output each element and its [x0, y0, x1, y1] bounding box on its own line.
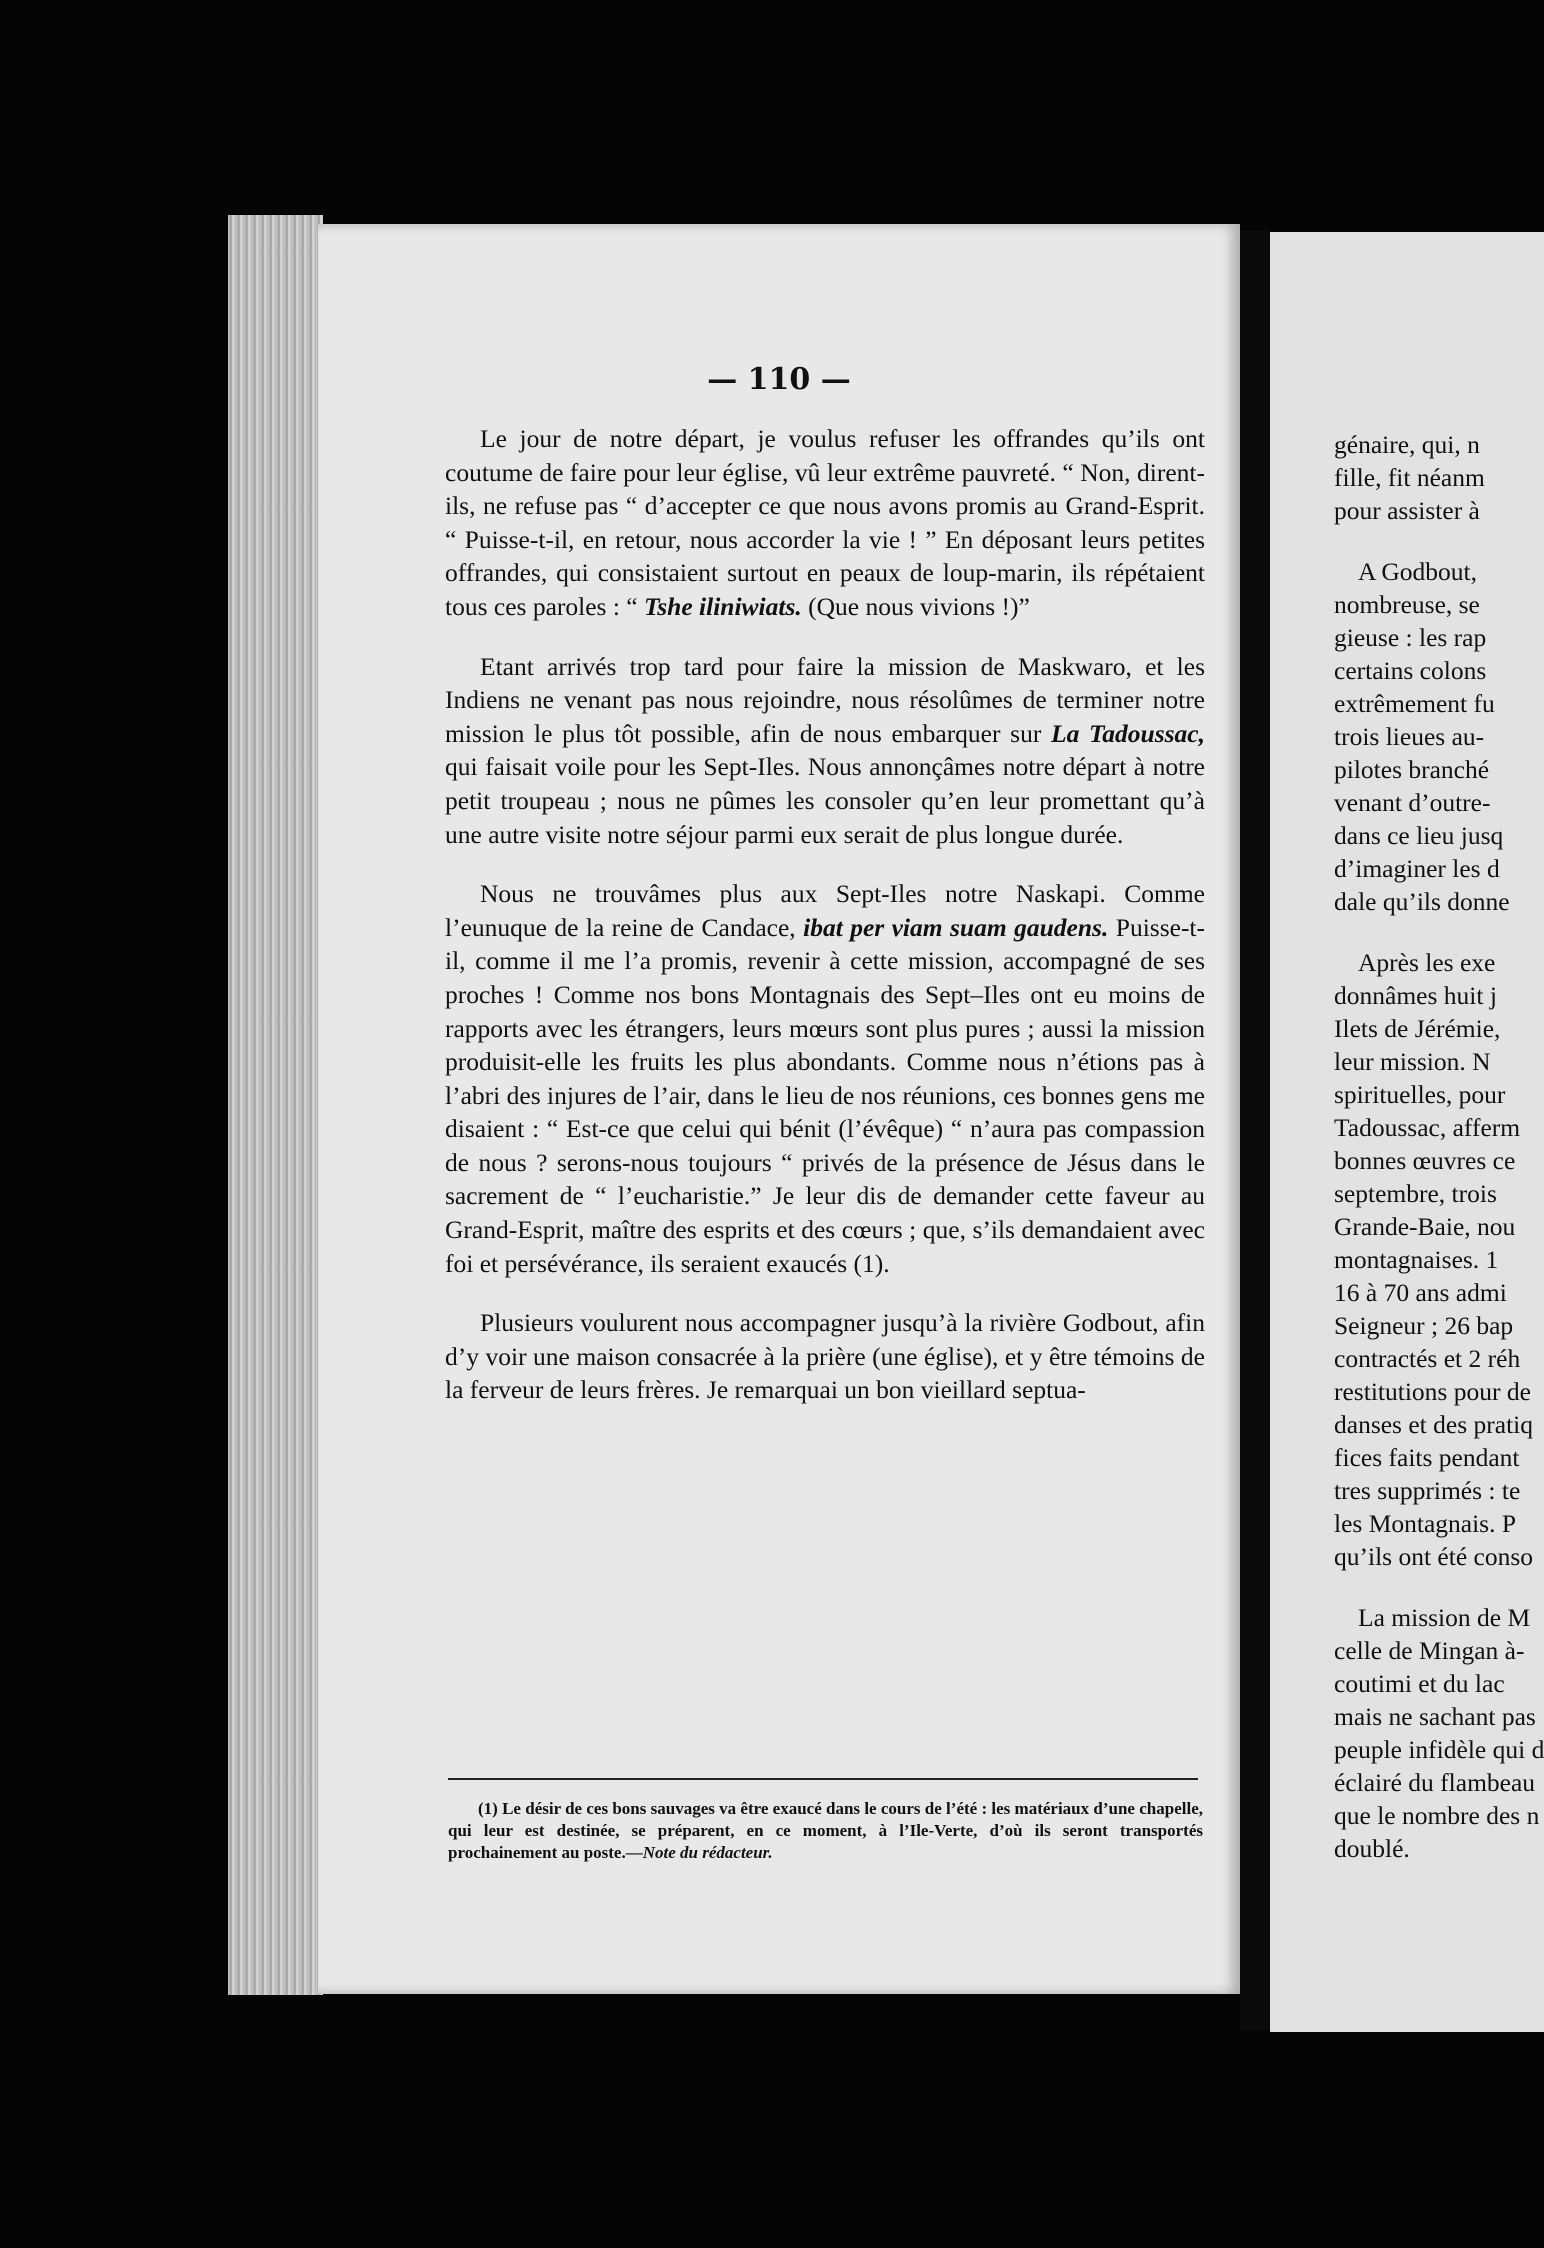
text-line: dale qu’ils donne	[1334, 887, 1510, 916]
text-line: spirituelles, pour	[1334, 1080, 1506, 1109]
text-line: Seigneur ; 26 bap	[1334, 1311, 1514, 1340]
italic-phrase: La Tadoussac,	[1051, 718, 1205, 748]
text-line: que le nombre des n	[1334, 1801, 1540, 1830]
text-line: Grande-Baie, nou	[1334, 1212, 1516, 1241]
text-line: les Montagnais. P	[1334, 1509, 1517, 1538]
text-line: fille, fit néanm	[1334, 463, 1485, 492]
paragraph-gap	[1334, 1573, 1544, 1601]
text-line: peuple infidèle qui d	[1334, 1735, 1544, 1764]
text-line: tres supprimés : te	[1334, 1476, 1521, 1505]
book-gutter	[1240, 230, 1270, 2030]
footnote-text: (1) Le désir de ces bons sauvages va être exaucé dans le cours de l’été : les matériaux d’une chapelle, qui leur est destinée, se préparent, en ce moment, à l’Ile-Verte, d’où ils seront transportés prochainement au poste.—	[448, 1799, 1203, 1862]
paragraph	[445, 422, 1205, 624]
text-line: La mission de M	[1358, 1603, 1531, 1632]
text-line: qu’ils ont été conso	[1334, 1542, 1534, 1571]
text-line: dans ce lieu jusq	[1334, 821, 1504, 850]
text-line: coutimi et du lac	[1334, 1669, 1505, 1698]
text-line: contractés et 2 réh	[1334, 1344, 1521, 1373]
body-text	[445, 422, 1205, 1433]
text-run: (Que nous vivions !)”	[801, 591, 1030, 621]
text-line: venant d’outre-	[1334, 788, 1491, 817]
text-line: septembre, trois	[1334, 1179, 1497, 1208]
footnote-attribution: Note du rédacteur.	[642, 1843, 773, 1862]
text-line: doublé.	[1334, 1834, 1410, 1863]
text-line: bonnes œuvres ce	[1334, 1146, 1516, 1175]
text-run: Le jour de notre départ, je voulus refuser les offrandes qu’ils ont coutume de faire pour leur église, vû leur extrême pauvreté. “ Non, dirent-ils, ne refuse pas “ d’accepter ce que nous avons promis au Grand-Esprit. “ Puisse-t-il, en retour, nous accorder la vie ! ” En déposant leurs petites offrandes, qui consistaient surtout en peaux de loup-marin, ils répétaient tous ces paroles : “	[445, 424, 1205, 621]
italic-phrase: ibat per viam suam gaudens.	[803, 912, 1109, 942]
text-line: nombreuse, se	[1334, 590, 1480, 619]
text-line: éclairé du flambeau	[1334, 1768, 1536, 1797]
left-page	[318, 224, 1240, 1994]
right-page-text	[1334, 428, 1544, 1865]
paragraph	[445, 877, 1205, 1280]
text-line: pilotes branché	[1334, 755, 1490, 784]
paragraph-gap	[1334, 918, 1544, 946]
text-line: leur mission. N	[1334, 1047, 1491, 1076]
page-number: — 110 —	[707, 362, 851, 397]
text-line: donnâmes huit j	[1334, 981, 1497, 1010]
text-line: d’imaginer les d	[1334, 854, 1500, 883]
text-run: Puisse-t-il, comme il me l’a promis, revenir à cette mission, accompagné de ses proches ! Comme nos bons Montagnais des Sept–Iles ont eu moins de rapports avec les étrangers, leurs mœurs sont plus pures ; aussi la mission produisit-elle les fruits les plus abondants. Comme nous n’étions pas à l’abri des injures de l’air, dans le lieu de nos réunions, ces bonnes gens me disaient : “ Est-ce que celui qui bénit (l’évêque) “ n’aura pas compassion de nous ? serons-nous toujours “ privés de la présence de Jésus dans le sacrement de “ l’eucharistie.” Je leur dis de demander cette faveur au Grand-Esprit, maître des esprits et des cœurs ; que, s’ils demandaient avec foi et persévérance, ils seraient exaucés (1).	[445, 912, 1206, 1278]
book-edge	[228, 215, 323, 1995]
footnote	[448, 1798, 1203, 1864]
text-line: extrêmement fu	[1334, 689, 1495, 718]
text-line: fices faits pendant	[1334, 1443, 1520, 1472]
text-line: Après les exe	[1358, 948, 1496, 977]
paragraph	[445, 1306, 1205, 1407]
right-page	[1270, 232, 1544, 2032]
text-run: Plusieurs voulurent nous accompagner jusqu’à la rivière Godbout, afin d’y voir une maison consacrée à la prière (une église), et y être témoins de la ferveur de leurs frères. Je remarquai un bon vieillard septua-	[445, 1308, 1205, 1405]
text-line: 16 à 70 ans admi	[1334, 1278, 1507, 1307]
italic-phrase: Tshe iliniwiats.	[643, 591, 802, 621]
paragraph-gap	[1334, 527, 1544, 555]
text-line: montagnaises. 1	[1334, 1245, 1499, 1274]
text-line: gieuse : les rap	[1334, 623, 1487, 652]
text-run: qui faisait voile pour les Sept-Iles. Nous annonçâmes notre départ à notre petit troupeau ; nous ne pûmes les consoler qu’en leur promettant qu’à une autre visite notre séjour parmi eux serait de plus longue durée.	[445, 752, 1205, 849]
text-line: Tadoussac, afferm	[1334, 1113, 1521, 1142]
text-line: Ilets de Jérémie,	[1334, 1014, 1501, 1043]
paragraph	[445, 650, 1205, 852]
text-line: celle de Mingan à-	[1334, 1636, 1525, 1665]
text-run: Etant arrivés trop tard pour faire la mission de Maskwaro, et les Indiens ne venant pas nous rejoindre, nous résolûmes de terminer notre mission le plus tôt possible, afin de nous embarquer sur	[445, 651, 1205, 748]
text-line: pour assister à	[1334, 496, 1480, 525]
footnote-divider	[448, 1778, 1198, 1780]
text-line: danses et des pratiq	[1334, 1410, 1533, 1439]
text-line: génaire, qui, n	[1334, 430, 1480, 459]
text-run: Nous ne trouvâmes plus aux Sept-Iles notre Naskapi. Comme l’eunuque de la reine de Candace,	[445, 879, 1205, 942]
text-line: certains colons	[1334, 656, 1487, 685]
text-line: A Godbout,	[1358, 557, 1478, 586]
text-line: trois lieues au-	[1334, 722, 1485, 751]
text-line: mais ne sachant pas	[1334, 1702, 1536, 1731]
text-line: restitutions pour de	[1334, 1377, 1531, 1406]
